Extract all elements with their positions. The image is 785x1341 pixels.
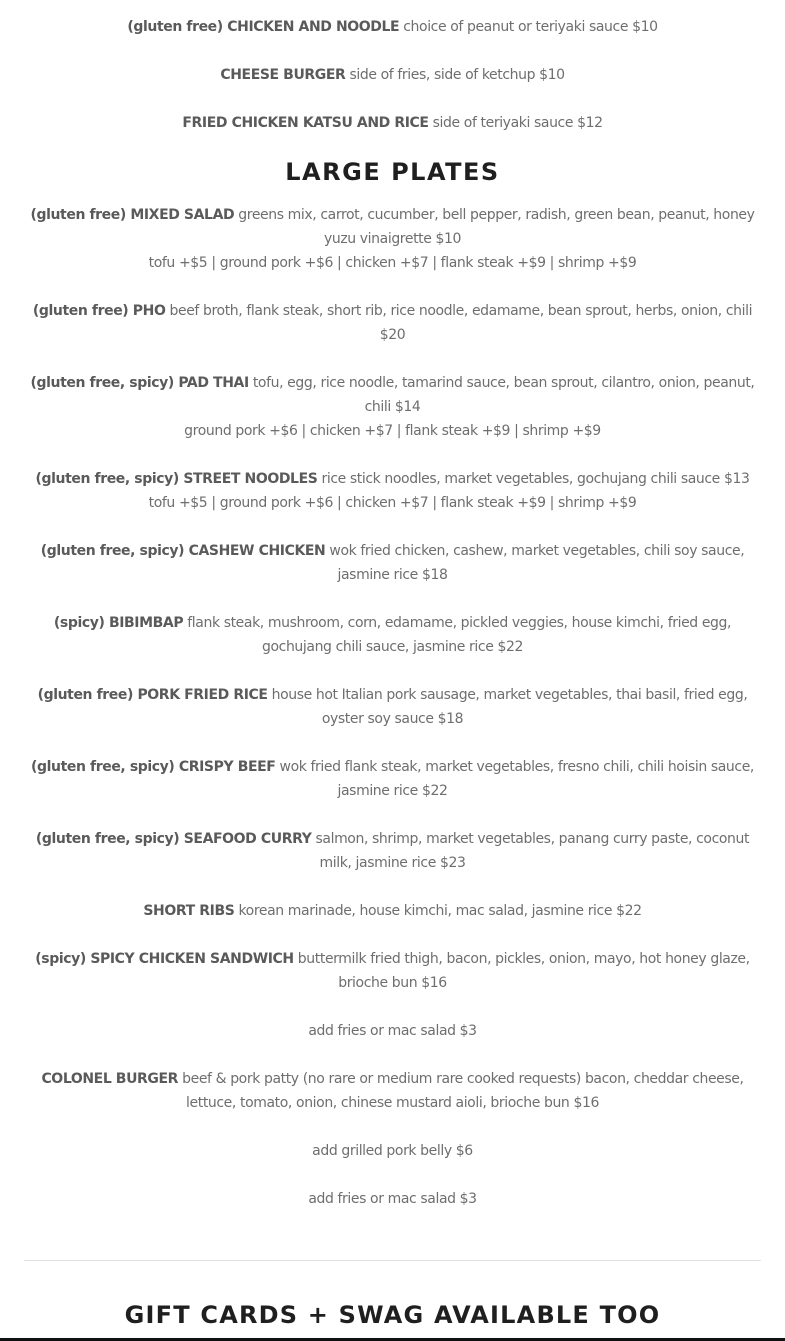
item-name: (gluten free) PORK FRIED RICE xyxy=(37,687,268,703)
section-title-large-plates: LARGE PLATES xyxy=(285,158,500,186)
item-description: buttermilk fried thigh, bacon, pickles, onion, mayo, hot honey glaze, xyxy=(293,951,750,967)
item-addons: ground pork +$6 | chicken +$7 | flank steak +$9 | shrimp +$9 xyxy=(184,423,601,439)
item-description-continued: gochujang chili sauce, jasmine rice $22 xyxy=(262,639,523,655)
item-description: korean marinade, house kimchi, mac salad, jasmine rice $22 xyxy=(234,903,642,919)
item-addons: tofu +$5 | ground pork +$6 | chicken +$7 | flank steak +$9 | shrimp +$9 xyxy=(148,495,637,511)
menu-addon-fries-or-mac-salad-2 xyxy=(24,1187,761,1211)
menu-item-colonel-burger xyxy=(24,1067,761,1115)
menu-item-pho xyxy=(24,299,761,347)
menu-addon-fries-or-mac-salad xyxy=(24,1019,761,1043)
item-description: wok fried flank steak, market vegetables, fresno chili, chili hoisin sauce, xyxy=(275,759,754,775)
item-name: COLONEL BURGER xyxy=(41,1071,179,1087)
item-description-continued: lettuce, tomato, onion, chinese mustard aioli, brioche bun $16 xyxy=(186,1095,599,1111)
menu-item-crispy-beef xyxy=(24,755,761,803)
item-name: FRIED CHICKEN KATSU AND RICE xyxy=(182,115,429,131)
menu-addon-grilled-pork-belly xyxy=(24,1139,761,1163)
menu-item-cheese-burger xyxy=(24,63,761,87)
addon-text: add fries or mac salad $3 xyxy=(308,1191,477,1207)
item-description: flank steak, mushroom, corn, edamame, pickled veggies, house kimchi, fried egg, xyxy=(183,615,732,631)
item-description-continued: oyster soy sauce $18 xyxy=(321,711,464,727)
item-description-continued: jasmine rice $18 xyxy=(337,567,448,583)
item-name: (gluten free) MIXED SALAD xyxy=(30,207,235,223)
item-name: (gluten free) PHO xyxy=(32,303,166,319)
item-description: tofu, egg, rice noodle, tamarind sauce, bean sprout, cilantro, onion, peanut, xyxy=(248,375,755,391)
item-name: CHEESE BURGER xyxy=(220,67,346,83)
menu-item-pork-fried-rice xyxy=(24,683,761,731)
item-description: wok fried chicken, cashew, market vegetables, chili soy sauce, xyxy=(325,543,745,559)
menu-item-fried-chicken-katsu xyxy=(24,111,761,135)
menu-item-pad-thai xyxy=(24,371,761,443)
item-description: salmon, shrimp, market vegetables, panang curry paste, coconut xyxy=(311,831,750,847)
item-name: (spicy) SPICY CHICKEN SANDWICH xyxy=(35,951,294,967)
menu-item-cashew-chicken xyxy=(24,539,761,587)
menu-item-bibimbap xyxy=(24,611,761,659)
item-description: beef broth, flank steak, short rib, rice noodle, edamame, bean sprout, herbs, onion, chili xyxy=(165,303,753,319)
menu-item-mixed-salad xyxy=(24,203,761,275)
menu-content xyxy=(24,15,761,1235)
item-name: (gluten free, spicy) CRISPY BEEF xyxy=(31,759,276,775)
item-name: (gluten free, spicy) CASHEW CHICKEN xyxy=(40,543,326,559)
item-description: house hot Italian pork sausage, market vegetables, thai basil, fried egg, xyxy=(267,687,748,703)
item-description: choice of peanut or teriyaki sauce $10 xyxy=(399,19,658,35)
menu-item-seafood-curry xyxy=(24,827,761,875)
menu-item-chicken-and-noodle xyxy=(24,15,761,39)
item-name: (gluten free, spicy) PAD THAI xyxy=(30,375,249,391)
gift-cards-heading: GIFT CARDS + SWAG AVAILABLE TOO xyxy=(124,1301,661,1329)
item-description-continued: yuzu vinaigrette $10 xyxy=(323,231,462,247)
item-name: (gluten free) CHICKEN AND NOODLE xyxy=(127,19,400,35)
item-description: beef & pork patty (no rare or medium rare cooked requests) bacon, cheddar cheese, xyxy=(178,1071,744,1087)
item-description: greens mix, carrot, cucumber, bell pepper, radish, green bean, peanut, honey xyxy=(234,207,755,223)
item-description: side of fries, side of ketchup $10 xyxy=(345,67,565,83)
item-description-continued: jasmine rice $22 xyxy=(337,783,448,799)
item-description: rice stick noodles, market vegetables, gochujang chili sauce $13 xyxy=(317,471,750,487)
menu-item-spicy-chicken-sandwich xyxy=(24,947,761,995)
section-divider xyxy=(24,1260,761,1261)
item-description-continued: brioche bun $16 xyxy=(338,975,447,991)
item-addons: tofu +$5 | ground pork +$6 | chicken +$7 | flank steak +$9 | shrimp +$9 xyxy=(148,255,637,271)
item-name: (gluten free, spicy) STREET NOODLES xyxy=(35,471,318,487)
item-description: side of teriyaki sauce $12 xyxy=(428,115,603,131)
addon-text: add fries or mac salad $3 xyxy=(308,1023,477,1039)
addon-text: add grilled pork belly $6 xyxy=(312,1143,473,1159)
item-name: (spicy) BIBIMBAP xyxy=(53,615,184,631)
item-description-continued: $20 xyxy=(379,327,406,343)
item-description-continued: milk, jasmine rice $23 xyxy=(319,855,466,871)
item-description-continued: chili $14 xyxy=(364,399,421,415)
menu-item-street-noodles xyxy=(24,467,761,515)
item-name: (gluten free, spicy) SEAFOOD CURRY xyxy=(35,831,312,847)
menu-item-short-ribs xyxy=(24,899,761,923)
item-name: SHORT RIBS xyxy=(143,903,235,919)
